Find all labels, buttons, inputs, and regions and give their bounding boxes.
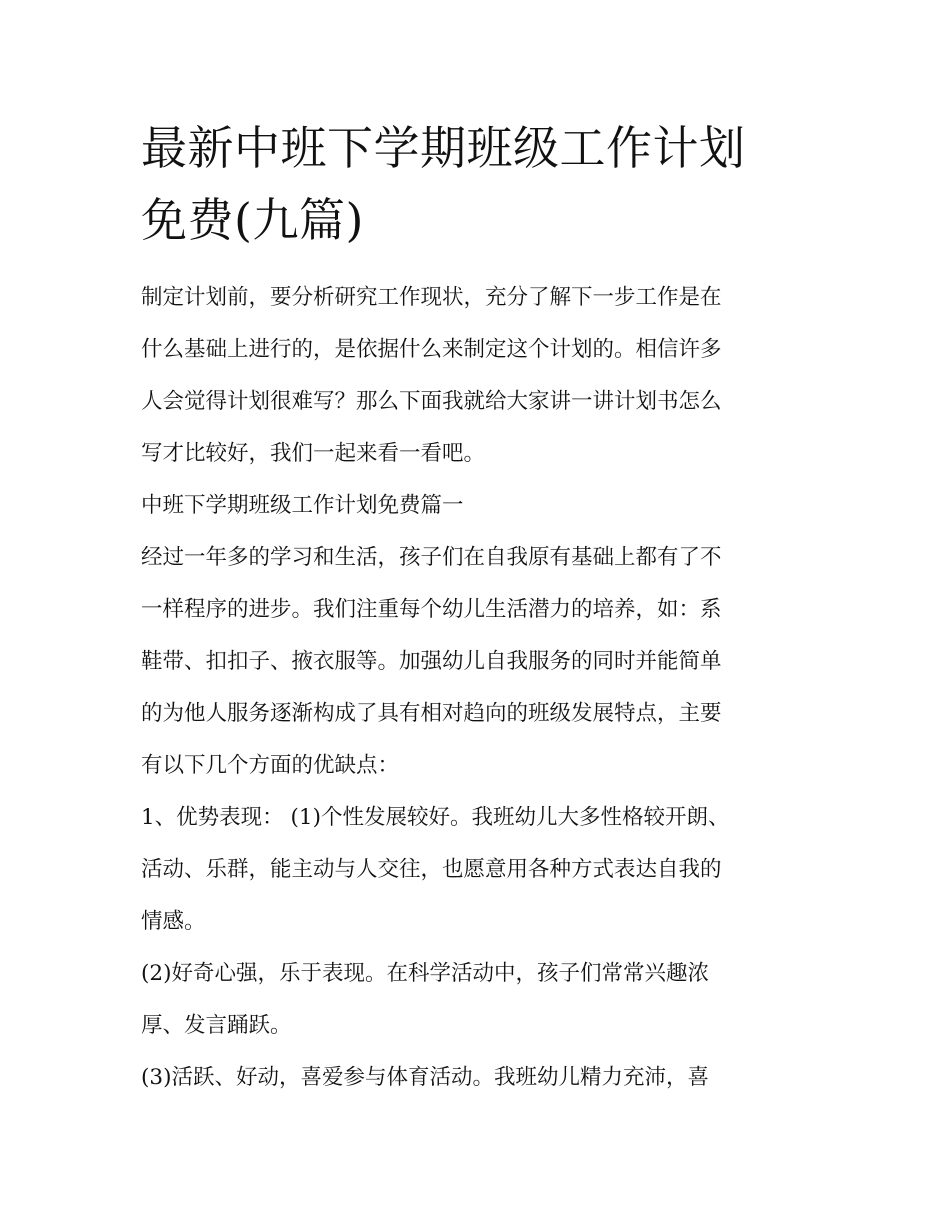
text-line: 鞋带、扣扣子、掖衣服等。加强幼儿自我服务的同时并能简单 [141,649,722,674]
section-heading [141,480,813,532]
document-body [141,272,813,1104]
text-line: 中班下学期班级工作计划免费篇一 [141,493,464,518]
list-paragraph [141,948,813,1052]
text-line: 的为他人服务逐渐构成了具有相对趋向的班级发展特点，主要 [141,701,722,726]
document-title [141,112,813,256]
text-line: 写才比较好，我们一起来看一看吧。 [141,441,486,466]
list-paragraph [141,792,813,948]
text-line: 一样程序的进步。我们注重每个幼儿生活潜力的培养，如：系 [141,597,722,622]
title-line: 免费(九篇) [141,193,364,247]
text-line: 经过一年多的学习和生活，孩子们在自我原有基础上都有了不 [141,545,722,570]
text-line: 1、优势表现： (1)个性发展较好。我班幼儿大多性格较开朗、 [141,805,730,830]
text-line: 活动、乐群，能主动与人交往，也愿意用各种方式表达自我的 [141,857,722,882]
text-line: 情感。 [141,909,206,934]
body-paragraph [141,532,813,792]
text-line: 厚、发言踊跃。 [141,1013,292,1038]
list-paragraph [141,1052,813,1104]
text-line: 制定计划前，要分析研究工作现状，充分了解下一步工作是在 [141,285,722,310]
text-line: 有以下几个方面的优缺点： [141,753,400,778]
document-content [141,112,813,1104]
text-line: 什么基础上进行的，是依据什么来制定这个计划的。相信许多 [141,337,722,362]
intro-paragraph [141,272,813,480]
text-line: (3)活跃、好动，喜爱参与体育活动。我班幼儿精力充沛，喜 [141,1065,709,1090]
text-line: 人会觉得计划很难写？那么下面我就给大家讲一讲计划书怎么 [141,389,722,414]
text-line: (2)好奇心强，乐于表现。在科学活动中，孩子们常常兴趣浓 [141,961,709,986]
title-line: 最新中班下学期班级工作计划 [141,121,746,175]
